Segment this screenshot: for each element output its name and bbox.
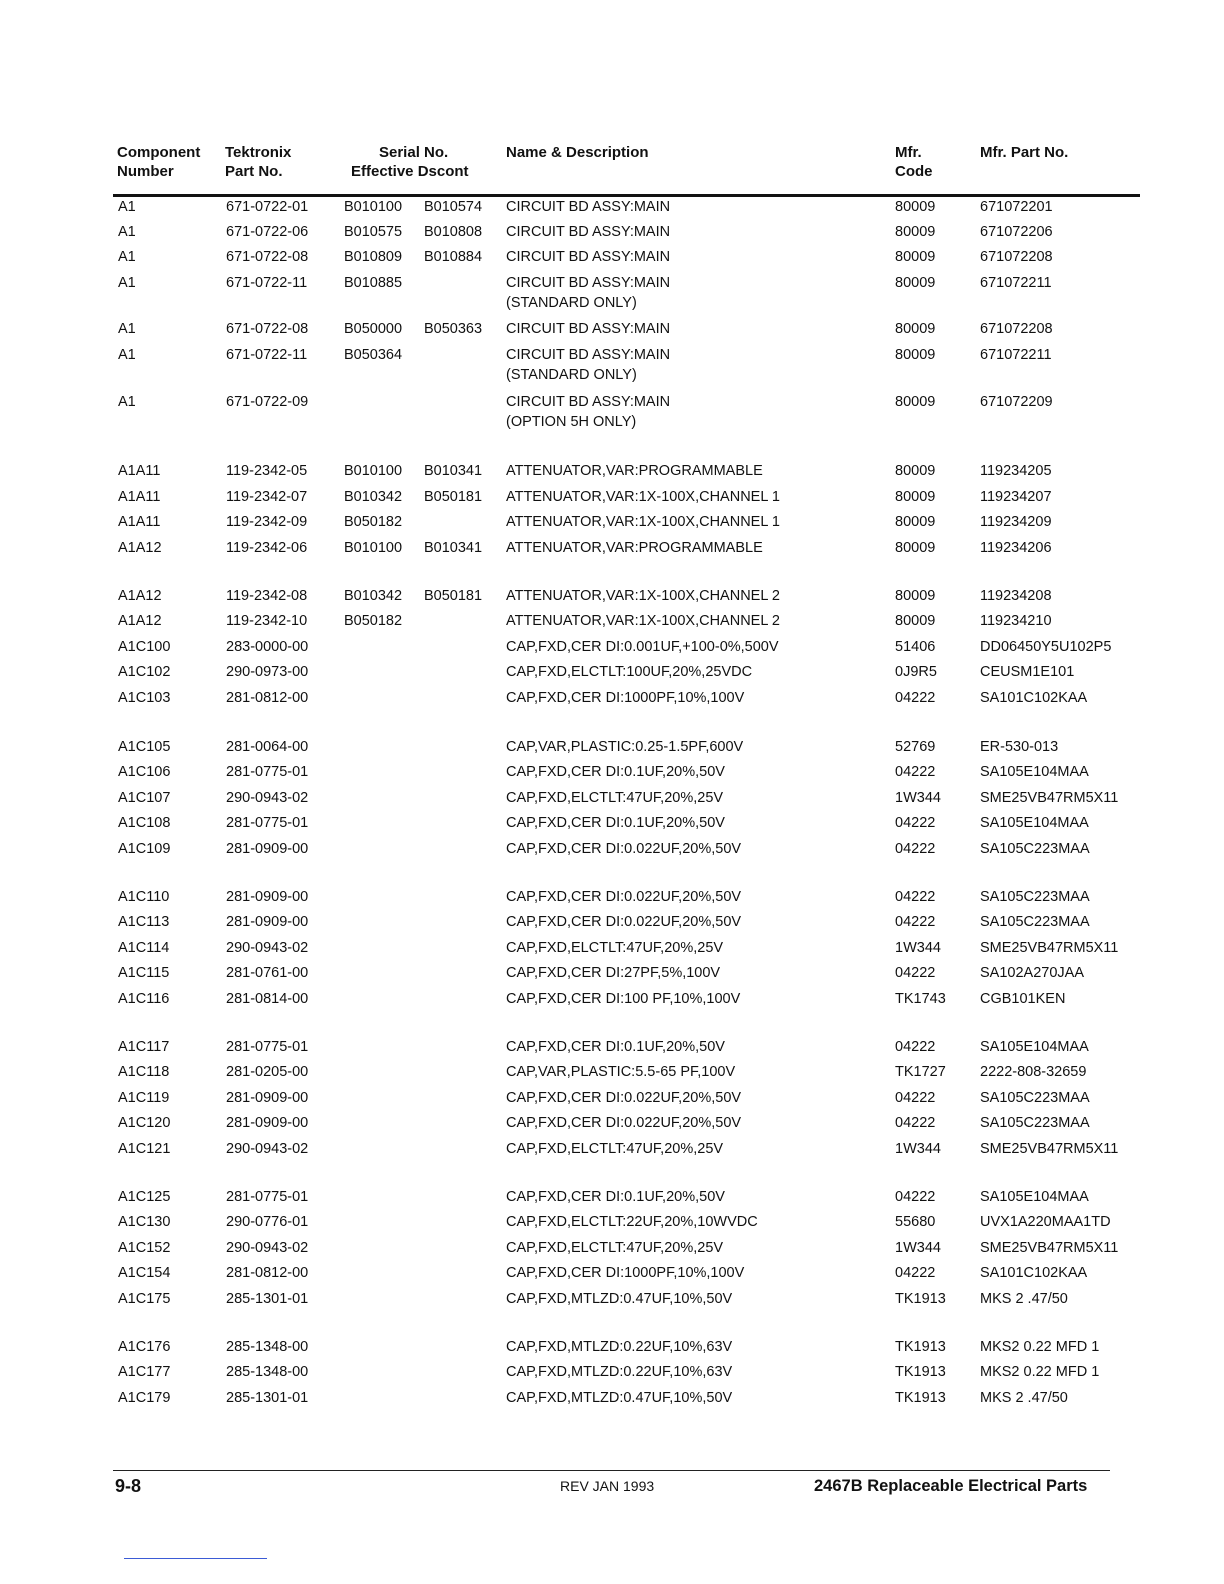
component-number: A1C103 [118, 690, 171, 706]
mfr-part-number: SA105C223MAA [980, 841, 1090, 857]
serial-effective: B010809 [344, 249, 403, 265]
mfr-part-number: 119234205 [980, 463, 1052, 479]
mfr-code: 04222 [895, 1115, 936, 1131]
serial-dscont: B050181 [424, 489, 483, 505]
mfr-part-number: 671072201 [980, 199, 1053, 215]
mfr-part-number: 2222-808-32659 [980, 1064, 1087, 1080]
component-number: A1C115 [118, 965, 170, 981]
mfr-part-number: 119234208 [980, 588, 1052, 604]
serial-effective: B010342 [344, 489, 403, 505]
mfr-part-number: 671072211 [980, 275, 1052, 291]
mfr-code: 80009 [895, 321, 936, 337]
component-number: A1C152 [118, 1240, 171, 1256]
page-number: 9-8 [115, 1476, 142, 1496]
tektronix-part-number: 671-0722-11 [226, 275, 308, 291]
component-number: A1A11 [118, 514, 161, 530]
component-number: A1A12 [118, 588, 162, 604]
table-header [117, 143, 1140, 193]
description: CAP,FXD,CER DI:0.001UF,+100-0%,500V [506, 639, 779, 655]
mfr-part-number: MKS2 0.22 MFD 1 [980, 1339, 1100, 1355]
header-tektronix-part: Tektronix Part No. [225, 144, 292, 180]
description: CIRCUIT BD ASSY:MAIN [506, 224, 671, 240]
tektronix-part-number: 119-2342-08 [226, 588, 308, 604]
tektronix-part-number: 119-2342-06 [226, 540, 308, 556]
tektronix-part-number: 281-0812-00 [226, 1265, 309, 1281]
description: CAP,FXD,MTLZD:0.47UF,10%,50V [506, 1291, 733, 1307]
component-number: A1C120 [118, 1115, 171, 1131]
mfr-code: 04222 [895, 815, 936, 831]
component-number: A1C179 [118, 1390, 171, 1406]
component-number: A1C107 [118, 790, 171, 806]
mfr-part-number: UVX1A220MAA1TD [980, 1214, 1111, 1230]
mfr-part-number: 119234207 [980, 489, 1052, 505]
mfr-part-number: 671072209 [980, 394, 1053, 410]
description: CAP,FXD,ELCTLT:47UF,20%,25V [506, 1240, 724, 1256]
component-number: A1C108 [118, 815, 171, 831]
tektronix-part-number: 281-0775-01 [226, 815, 309, 831]
header-serial: Serial No. Effective Dscont [351, 144, 469, 180]
description: CAP,FXD,CER DI:0.1UF,20%,50V [506, 1039, 725, 1055]
footer-title: 2467B Replaceable Electrical Parts [814, 1477, 1088, 1495]
component-number: A1C175 [118, 1291, 171, 1307]
serial-effective: B050000 [344, 321, 403, 337]
component-number: A1C105 [118, 739, 171, 755]
description: CAP,FXD,CER DI:0.1UF,20%,50V [506, 1189, 725, 1205]
description: CAP,FXD,MTLZD:0.22UF,10%,63V [506, 1364, 733, 1380]
component-number: A1C110 [118, 889, 170, 905]
component-number: A1 [118, 275, 136, 291]
mfr-code: 1W344 [895, 940, 941, 956]
description: ATTENUATOR,VAR:PROGRAMMABLE [506, 540, 763, 556]
description-line-2: (OPTION 5H ONLY) [506, 414, 637, 430]
tektronix-part-number: 290-0943-02 [226, 940, 309, 956]
component-number: A1C102 [118, 664, 171, 680]
description: CAP,FXD,CER DI:100 PF,10%,100V [506, 991, 741, 1007]
header-component: Component Number [117, 144, 201, 180]
page-footer [0, 1476, 1224, 1500]
tektronix-part-number: 281-0814-00 [226, 991, 309, 1007]
tektronix-part-number: 119-2342-07 [226, 489, 308, 505]
serial-effective: B010342 [344, 588, 403, 604]
description: CIRCUIT BD ASSY:MAIN (STANDARD ONLY) [506, 347, 671, 383]
mfr-code: 80009 [895, 463, 936, 479]
tektronix-part-number: 671-0722-08 [226, 249, 309, 265]
serial-dscont: B050363 [424, 321, 483, 337]
mfr-code: 04222 [895, 841, 936, 857]
description: CAP,FXD,CER DI:0.022UF,20%,50V [506, 1115, 742, 1131]
serial-dscont: B010808 [424, 224, 483, 240]
component-number: A1A11 [118, 489, 161, 505]
serial-dscont: B010884 [424, 249, 483, 265]
mfr-code: TK1727 [895, 1064, 946, 1080]
serial-effective: B010100 [344, 540, 403, 556]
mfr-code: 80009 [895, 588, 936, 604]
mfr-part-number: CEUSM1E101 [980, 664, 1075, 680]
component-number: A1 [118, 199, 136, 215]
mfr-part-number: 671072208 [980, 249, 1053, 265]
description: CAP,FXD,CER DI:0.022UF,20%,50V [506, 1090, 742, 1106]
component-number: A1 [118, 394, 136, 410]
mfr-code: 04222 [895, 1265, 936, 1281]
mfr-part-number: MKS 2 .47/50 [980, 1390, 1068, 1406]
component-number: A1C117 [118, 1039, 170, 1055]
description: CIRCUIT BD ASSY:MAIN [506, 249, 671, 265]
serial-effective: B050182 [344, 514, 403, 530]
description: CAP,FXD,CER DI:1000PF,10%,100V [506, 1265, 745, 1281]
mfr-code: 04222 [895, 965, 936, 981]
component-number: A1C116 [118, 991, 170, 1007]
tektronix-part-number: 290-0973-00 [226, 664, 309, 680]
component-number: A1 [118, 224, 136, 240]
tektronix-part-number: 671-0722-08 [226, 321, 309, 337]
mfr-code: 04222 [895, 764, 936, 780]
component-number: A1C176 [118, 1339, 171, 1355]
mfr-code: 1W344 [895, 790, 941, 806]
component-number: A1C130 [118, 1214, 171, 1230]
description-line-2: (STANDARD ONLY) [506, 295, 637, 311]
mfr-part-number: 671072208 [980, 321, 1053, 337]
tektronix-part-number: 281-0761-00 [226, 965, 309, 981]
mfr-part-number: SA102A270JAA [980, 965, 1084, 981]
mfr-part-number: SA105E104MAA [980, 1039, 1089, 1055]
tektronix-part-number: 671-0722-01 [226, 199, 309, 215]
tektronix-part-number: 290-0776-01 [226, 1214, 309, 1230]
tektronix-part-number: 285-1348-00 [226, 1339, 309, 1355]
mfr-code: TK1743 [895, 991, 946, 1007]
mfr-part-number: SA101C102KAA [980, 1265, 1088, 1281]
mfr-part-number: ER-530-013 [980, 739, 1059, 755]
serial-effective: B010885 [344, 275, 403, 291]
serial-dscont: B050181 [424, 588, 483, 604]
mfr-part-number: SA105E104MAA [980, 1189, 1089, 1205]
header-mfr-code: Mfr. Code [895, 144, 933, 180]
description: CAP,FXD,CER DI:0.1UF,20%,50V [506, 764, 725, 780]
tektronix-part-number: 285-1301-01 [226, 1390, 309, 1406]
mfr-part-number: 671072206 [980, 224, 1053, 240]
component-number: A1C113 [118, 914, 170, 930]
component-number: A1C100 [118, 639, 171, 655]
mfr-code: TK1913 [895, 1364, 946, 1380]
component-number: A1C119 [118, 1090, 170, 1106]
mfr-code: TK1913 [895, 1390, 946, 1406]
serial-effective: B050364 [344, 347, 403, 363]
component-number: A1C121 [118, 1141, 171, 1157]
mfr-part-number: MKS 2 .47/50 [980, 1291, 1068, 1307]
component-number: A1C106 [118, 764, 171, 780]
mfr-code: 55680 [895, 1214, 936, 1230]
mfr-code: 80009 [895, 489, 936, 505]
description: ATTENUATOR,VAR:1X-100X,CHANNEL 1 [506, 514, 780, 530]
tektronix-part-number: 285-1348-00 [226, 1364, 309, 1380]
mfr-code: 04222 [895, 889, 936, 905]
description-line-2: (STANDARD ONLY) [506, 367, 637, 383]
mfr-part-number: SA105E104MAA [980, 764, 1089, 780]
mfr-code: 80009 [895, 199, 936, 215]
mfr-part-number: CGB101KEN [980, 991, 1066, 1007]
mfr-part-number: 119234210 [980, 613, 1052, 629]
description: CAP,FXD,ELCTLT:22UF,20%,10WVDC [506, 1214, 758, 1230]
serial-dscont: B010341 [424, 540, 483, 556]
component-number: A1C154 [118, 1265, 171, 1281]
description: CAP,FXD,CER DI:0.1UF,20%,50V [506, 815, 725, 831]
mfr-part-number: SA105C223MAA [980, 1090, 1090, 1106]
tektronix-part-number: 283-0000-00 [226, 639, 309, 655]
serial-effective: B010100 [344, 199, 403, 215]
tektronix-part-number: 119-2342-10 [226, 613, 308, 629]
mfr-part-number: 671072211 [980, 347, 1052, 363]
description: CAP,FXD,MTLZD:0.47UF,10%,50V [506, 1390, 733, 1406]
description: CAP,FXD,CER DI:1000PF,10%,100V [506, 690, 745, 706]
mfr-code: 52769 [895, 739, 936, 755]
description: ATTENUATOR,VAR:PROGRAMMABLE [506, 463, 763, 479]
tektronix-part-number: 281-0775-01 [226, 1189, 309, 1205]
mfr-code: 80009 [895, 249, 936, 265]
description: ATTENUATOR,VAR:1X-100X,CHANNEL 1 [506, 489, 780, 505]
description: CIRCUIT BD ASSY:MAIN [506, 321, 671, 337]
tektronix-part-number: 671-0722-06 [226, 224, 309, 240]
mfr-part-number: SME25VB47RM5X11 [980, 1141, 1119, 1157]
tektronix-part-number: 281-0909-00 [226, 914, 309, 930]
tektronix-part-number: 290-0943-02 [226, 1240, 309, 1256]
description: CIRCUIT BD ASSY:MAIN (STANDARD ONLY) [506, 275, 671, 311]
tektronix-part-number: 290-0943-02 [226, 790, 309, 806]
component-number: A1C118 [118, 1064, 170, 1080]
tektronix-part-number: 119-2342-05 [226, 463, 308, 479]
mfr-code: 80009 [895, 540, 936, 556]
tektronix-part-number: 281-0812-00 [226, 690, 309, 706]
mfr-code: 04222 [895, 914, 936, 930]
description: CAP,VAR,PLASTIC:5.5-65 PF,100V [506, 1064, 736, 1080]
serial-dscont: B010574 [424, 199, 483, 215]
mfr-part-number: SME25VB47RM5X11 [980, 940, 1119, 956]
mfr-code: 80009 [895, 514, 936, 530]
mfr-code: 80009 [895, 394, 936, 410]
mfr-part-number: SA105C223MAA [980, 889, 1090, 905]
header-mfr-part: Mfr. Part No. [980, 144, 1069, 161]
tektronix-part-number: 281-0909-00 [226, 841, 309, 857]
mfr-code: TK1913 [895, 1291, 946, 1307]
serial-effective: B050182 [344, 613, 403, 629]
description: CAP,FXD,CER DI:27PF,5%,100V [506, 965, 721, 981]
scan-mark [124, 1558, 267, 1559]
component-number: A1 [118, 249, 136, 265]
description: CAP,FXD,ELCTLT:47UF,20%,25V [506, 790, 724, 806]
description: CIRCUIT BD ASSY:MAIN (OPTION 5H ONLY) [506, 394, 671, 430]
revision-date: REV JAN 1993 [560, 1478, 655, 1494]
description: CAP,FXD,CER DI:0.022UF,20%,50V [506, 841, 742, 857]
footer-rule [113, 1470, 1110, 1471]
mfr-code: 80009 [895, 275, 936, 291]
description: CAP,FXD,ELCTLT:47UF,20%,25V [506, 940, 724, 956]
mfr-part-number: SA105C223MAA [980, 1115, 1090, 1131]
mfr-part-number: 119234209 [980, 514, 1052, 530]
description: CAP,FXD,CER DI:0.022UF,20%,50V [506, 889, 742, 905]
mfr-code: 80009 [895, 613, 936, 629]
description: ATTENUATOR,VAR:1X-100X,CHANNEL 2 [506, 588, 780, 604]
mfr-part-number: MKS2 0.22 MFD 1 [980, 1364, 1100, 1380]
serial-effective: B010575 [344, 224, 403, 240]
component-number: A1C177 [118, 1364, 171, 1380]
description: ATTENUATOR,VAR:1X-100X,CHANNEL 2 [506, 613, 780, 629]
tektronix-part-number: 671-0722-11 [226, 347, 308, 363]
tektronix-part-number: 281-0205-00 [226, 1064, 309, 1080]
component-number: A1 [118, 321, 136, 337]
header-name-description: Name & Description [506, 144, 649, 161]
tektronix-part-number: 281-0775-01 [226, 764, 309, 780]
mfr-code: 1W344 [895, 1141, 941, 1157]
description: CIRCUIT BD ASSY:MAIN [506, 199, 671, 215]
tektronix-part-number: 281-0064-00 [226, 739, 309, 755]
mfr-code: 0J9R5 [895, 664, 937, 680]
description: CAP,FXD,ELCTLT:47UF,20%,25V [506, 1141, 724, 1157]
component-number: A1C125 [118, 1189, 171, 1205]
component-number: A1 [118, 347, 136, 363]
mfr-code: 04222 [895, 1039, 936, 1055]
mfr-part-number: DD06450Y5U102P5 [980, 639, 1112, 655]
tektronix-part-number: 285-1301-01 [226, 1291, 309, 1307]
tektronix-part-number: 671-0722-09 [226, 394, 309, 410]
mfr-part-number: SA105C223MAA [980, 914, 1090, 930]
mfr-part-number: SME25VB47RM5X11 [980, 790, 1119, 806]
tektronix-part-number: 281-0909-00 [226, 889, 309, 905]
tektronix-part-number: 281-0775-01 [226, 1039, 309, 1055]
mfr-code: 1W344 [895, 1240, 941, 1256]
description: CAP,FXD,MTLZD:0.22UF,10%,63V [506, 1339, 733, 1355]
mfr-code: 04222 [895, 1189, 936, 1205]
description: CAP,VAR,PLASTIC:0.25-1.5PF,600V [506, 739, 744, 755]
mfr-code: 04222 [895, 1090, 936, 1106]
mfr-part-number: SA101C102KAA [980, 690, 1088, 706]
mfr-part-number: SME25VB47RM5X11 [980, 1240, 1119, 1256]
mfr-code: TK1913 [895, 1339, 946, 1355]
serial-effective: B010100 [344, 463, 403, 479]
mfr-code: 04222 [895, 690, 936, 706]
description: CAP,FXD,ELCTLT:100UF,20%,25VDC [506, 664, 753, 680]
component-number: A1C114 [118, 940, 170, 956]
mfr-part-number: 119234206 [980, 540, 1052, 556]
mfr-part-number: SA105E104MAA [980, 815, 1089, 831]
component-number: A1A12 [118, 613, 162, 629]
component-number: A1A11 [118, 463, 161, 479]
component-number: A1A12 [118, 540, 162, 556]
component-number: A1C109 [118, 841, 171, 857]
description: CAP,FXD,CER DI:0.022UF,20%,50V [506, 914, 742, 930]
tektronix-part-number: 290-0943-02 [226, 1141, 309, 1157]
tektronix-part-number: 119-2342-09 [226, 514, 308, 530]
tektronix-part-number: 281-0909-00 [226, 1115, 309, 1131]
mfr-code: 51406 [895, 639, 936, 655]
tektronix-part-number: 281-0909-00 [226, 1090, 309, 1106]
serial-dscont: B010341 [424, 463, 483, 479]
mfr-code: 80009 [895, 224, 936, 240]
mfr-code: 80009 [895, 347, 936, 363]
